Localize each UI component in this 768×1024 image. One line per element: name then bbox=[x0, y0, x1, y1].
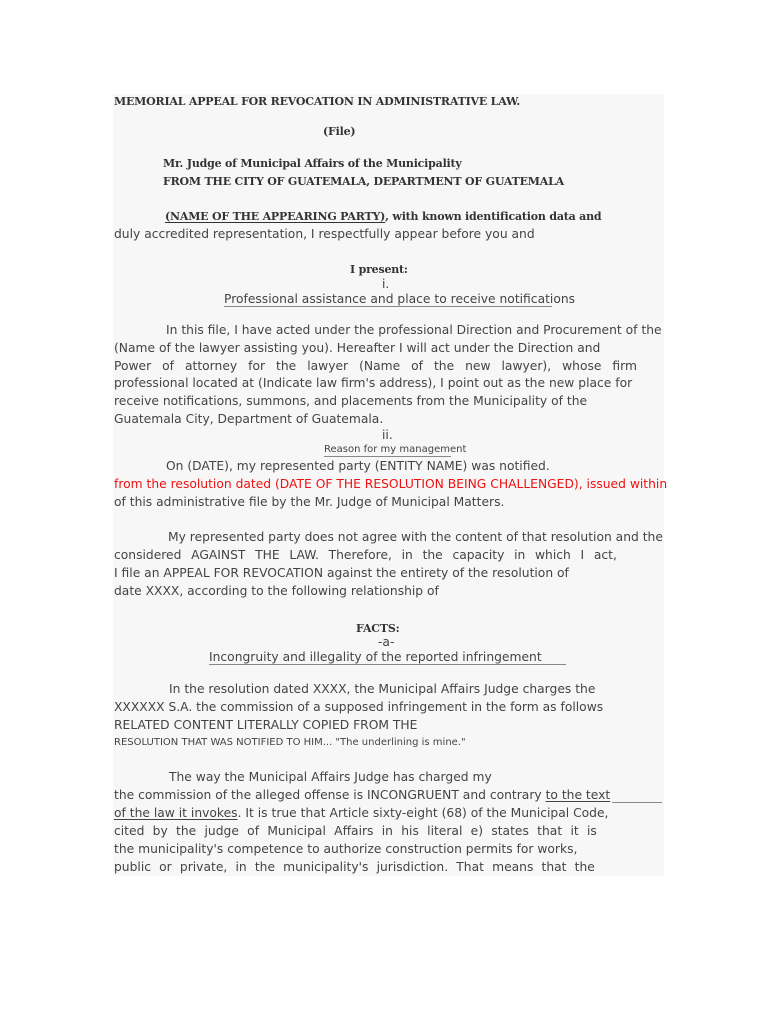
section-heading-1: Professional assistance and place to receive notifications bbox=[224, 292, 576, 306]
present-label: I present: bbox=[350, 263, 408, 276]
section-number-i: i. bbox=[382, 277, 390, 291]
underlined-phrase: to the text bbox=[545, 788, 611, 802]
underline-extension bbox=[612, 802, 662, 803]
addressee-line-1: Mr. Judge of Municipal Affairs of the Municipality bbox=[163, 157, 462, 170]
paragraph-3-line: I file an APPEAL FOR REVOCATION against the entirety of the resolution of bbox=[114, 566, 569, 580]
paragraph-4-line: RESOLUTION THAT WAS NOTIFIED TO HIM... "The underlining is mine." bbox=[114, 737, 466, 748]
paragraph-1-line: professional located at (Indicate law firm's address), I point out as the new place for bbox=[114, 376, 633, 390]
underlined-phrase: of the law it invokes bbox=[114, 806, 238, 820]
addressee-line-2: FROM THE CITY OF GUATEMALA, DEPARTMENT OF GUATEMALA bbox=[163, 175, 564, 188]
paragraph-3-line: date XXXX, according to the following relationship of bbox=[114, 584, 439, 598]
paragraph-5-line: the municipality's competence to authorize construction permits for works, bbox=[114, 842, 578, 856]
paragraph-5-line: cited by the judge of Municipal Affairs in his literal e) states that it is bbox=[114, 824, 597, 838]
paragraph-1-line: receive notifications, summons, and placements from the Municipality of the bbox=[114, 394, 588, 408]
document-title: MEMORIAL APPEAL FOR REVOCATION IN ADMINISTRATIVE LAW. bbox=[114, 95, 521, 108]
paragraph-2-line: On (DATE), my represented party (ENTITY NAME) was notified. bbox=[166, 459, 550, 473]
paragraph-3-line: considered AGAINST THE LAW. Therefore, in the capacity in which I act, bbox=[114, 548, 617, 562]
paragraph-4-line: XXXXXX S.A. the commission of a supposed infringement in the form as follows bbox=[114, 700, 604, 714]
section-heading-2: Reason for my management bbox=[324, 444, 467, 455]
paragraph-1-line: Power of attorney for the lawyer (Name of the new lawyer), whose firm bbox=[114, 359, 637, 373]
paragraph-2-line: of this administrative file by the Mr. Judge of Municipal Matters. bbox=[114, 495, 505, 509]
heading-2-underline bbox=[324, 456, 451, 457]
paragraph-5-line: the commission of the alleged offense is INCONGRUENT and contrary to the text bbox=[114, 788, 611, 802]
paragraph-4-line: In the resolution dated XXXX, the Municipal Affairs Judge charges the bbox=[169, 682, 596, 696]
heading-3-underline bbox=[209, 664, 566, 665]
facts-letter-a: -a- bbox=[378, 635, 395, 649]
paragraph-1-line: In this file, I have acted under the professional Direction and Procurement of the bbox=[166, 323, 662, 337]
file-label: (File) bbox=[323, 125, 356, 138]
paragraph-5-line: public or private, in the municipality's jurisdiction. That means that the bbox=[114, 860, 595, 874]
paragraph-1-line: Guatemala City, Department of Guatemala. bbox=[114, 412, 384, 426]
section-heading-3: Incongruity and illegality of the reported infringement bbox=[209, 650, 542, 664]
highlighted-resolution-line: from the resolution dated (DATE OF THE RESOLUTION BEING CHALLENGED), issued within bbox=[114, 477, 668, 491]
paragraph-5-line: The way the Municipal Affairs Judge has charged my bbox=[169, 770, 492, 784]
section-number-ii: ii. bbox=[382, 428, 393, 442]
appearing-party-rest: , with known identification data and bbox=[385, 210, 602, 223]
heading-1-underline bbox=[224, 306, 552, 307]
paragraph-1-line: (Name of the lawyer assisting you). Hereafter I will act under the Direction and bbox=[114, 341, 601, 355]
appearing-party-line bbox=[165, 208, 601, 225]
intro-line-2: duly accredited representation, I respectfully appear before you and bbox=[114, 227, 535, 241]
paragraph-3-line: My represented party does not agree with the content of that resolution and the bbox=[168, 530, 663, 544]
paragraph-4-line: RELATED CONTENT LITERALLY COPIED FROM THE bbox=[114, 718, 418, 732]
appearing-party-name: (NAME OF THE APPEARING PARTY) bbox=[165, 210, 386, 223]
paragraph-5-line: of the law it invokes. It is true that Article sixty-eight (68) of the Municipal Code, bbox=[114, 806, 609, 820]
facts-heading: FACTS: bbox=[356, 622, 400, 635]
